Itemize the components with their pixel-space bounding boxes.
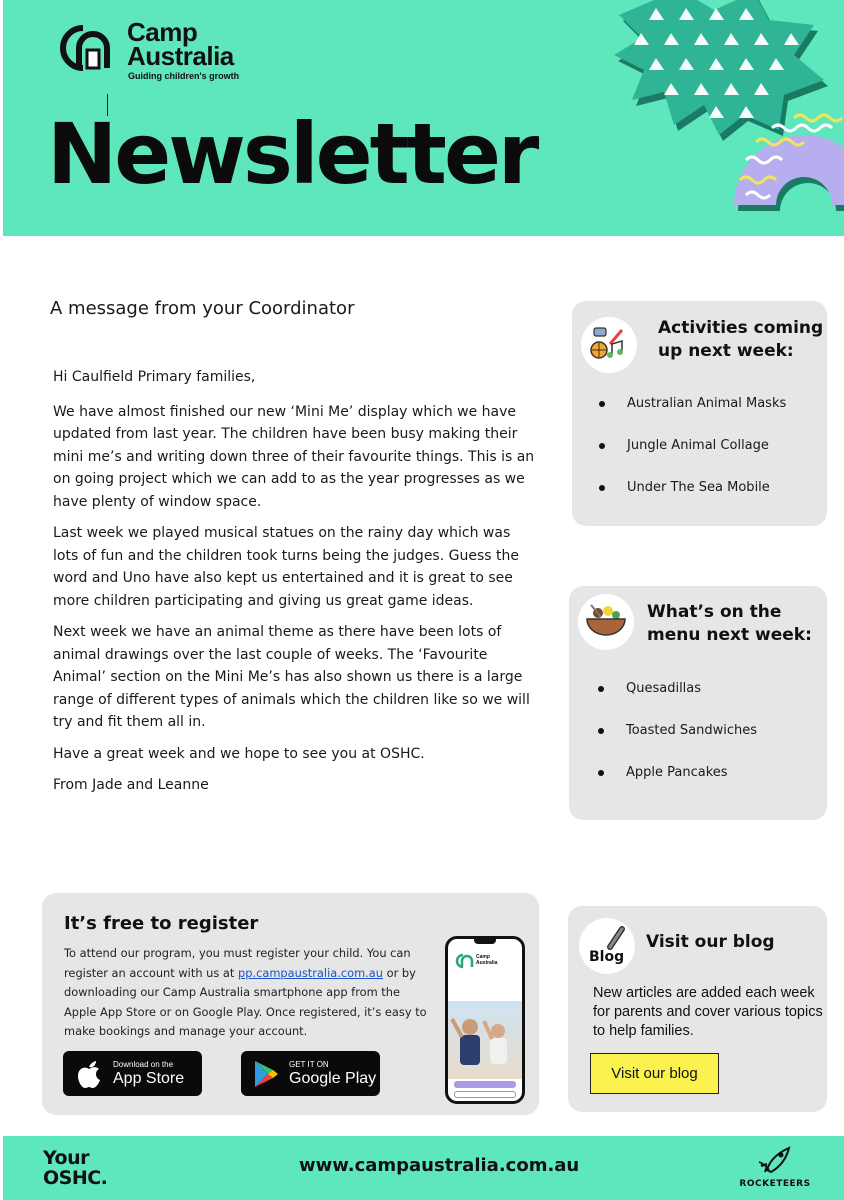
letter-paragraph: Next week we have an animal theme as there have been lots of animal drawings over the last couple of weeks. The ‘Favourite Animal’ section on the Mini Me’s has also shown us there is a large range of different types of animals which the children like so we will try and fit them all in. <box>53 624 530 730</box>
list-item: Quesadillas <box>598 681 757 723</box>
google-play-label: Google Play <box>289 1069 377 1087</box>
letter-paragraph: We have almost finished our new ‘Mini Me’ display which we have updated from last year. The children have been busy making their mini me’s and writing down three of their favourite things. This is an on going project which we can add to as the year progresses as we have plenty of window space. <box>53 403 535 510</box>
header-banner <box>3 0 844 236</box>
blog-icon <box>579 918 635 974</box>
footer-banner <box>3 1136 844 1200</box>
menu-title-line-2: menu next week: <box>647 625 812 645</box>
phone-button-secondary <box>454 1091 516 1098</box>
letter-greeting: Hi Caulfield Primary families, <box>53 369 256 385</box>
activities-card <box>572 301 827 526</box>
visit-blog-button[interactable]: Visit our blog <box>590 1053 719 1094</box>
activities-list <box>599 396 786 522</box>
rocket-icon <box>755 1144 795 1174</box>
coordinator-letter <box>53 366 538 806</box>
list-item: Apple Pancakes <box>598 765 757 807</box>
phone-button <box>454 1081 516 1088</box>
your-oshc-line-1: Your <box>43 1147 89 1169</box>
decorative-shapes <box>514 0 844 236</box>
activities-title-line-2: up next week: <box>658 341 794 361</box>
activities-title <box>658 317 823 363</box>
register-text-continued: or by downloading our Camp Australia smartphone app from the Apple App Store or on Google Play. Once registered, it’s easy to make bookings and manage your account. <box>64 965 427 1038</box>
letter-paragraph: Have a great week and we hope to see you at OSHC. <box>53 745 425 762</box>
list-item: Jungle Animal Collage <box>599 438 786 480</box>
blog-card <box>568 906 827 1112</box>
app-store-label: App Store <box>113 1069 185 1087</box>
food-bowl-icon <box>578 594 634 650</box>
app-store-button[interactable] <box>63 1051 202 1096</box>
google-play-small-text: GET IT ON <box>289 1059 329 1069</box>
menu-list <box>598 681 757 807</box>
list-item: Australian Animal Masks <box>599 396 786 438</box>
activities-title-line-1: Activities coming <box>658 318 824 338</box>
letter-paragraph: Last week we played musical statues on the rainy day which was lots of fun and the children took turns being the judges. Guess the word and Uno have also kept us entertained and it is great to see more children participating and giving us great game ideas. <box>53 525 519 609</box>
your-oshc-line-2: OSHC. <box>43 1167 108 1189</box>
register-body <box>64 944 434 1042</box>
phone-brand: Camp Australia <box>476 954 498 966</box>
register-link[interactable]: pp.campaustralia.com.au <box>238 965 383 980</box>
activities-icon <box>581 317 637 373</box>
register-title: It’s free to register <box>64 913 259 934</box>
blog-title: Visit our blog <box>646 932 775 952</box>
letter-signoff: From Jade and Leanne <box>53 777 209 793</box>
apple-icon <box>75 1059 103 1089</box>
brand-tagline: Guiding children's growth <box>128 71 240 81</box>
blog-icon-label: Blog <box>589 949 625 965</box>
google-play-button[interactable] <box>241 1051 380 1096</box>
menu-card <box>569 586 827 820</box>
app-store-small-text: Download on the <box>113 1059 174 1069</box>
phone-logo-icon <box>453 953 475 969</box>
list-item: Under The Sea Mobile <box>599 480 786 522</box>
camp-australia-logo-icon <box>43 20 125 76</box>
google-play-icon <box>253 1060 279 1088</box>
phone-mockup <box>445 936 525 1104</box>
register-text: To attend our program, you must register your child. You can register an account with us at <box>64 946 411 980</box>
arch-shape <box>734 135 844 205</box>
blog-body: New articles are added each week for parents and cover various topics to help families. <box>593 985 823 1039</box>
brand-line-2: Australia <box>127 41 234 71</box>
footer-url[interactable]: www.campaustralia.com.au <box>299 1155 580 1176</box>
coordinator-heading: A message from your Coordinator <box>50 298 355 319</box>
rocketeers-name: ROCKETEERS <box>739 1179 811 1189</box>
page-title: Newsletter <box>47 105 537 203</box>
your-oshc-logo <box>43 1148 107 1188</box>
menu-title-line-1: What’s on the <box>647 602 782 622</box>
phone-photo <box>448 1001 522 1079</box>
menu-title <box>647 601 812 647</box>
rocketeers-logo <box>725 1144 825 1189</box>
brand-line-1: Camp <box>127 17 198 47</box>
camp-australia-logo <box>43 17 240 82</box>
register-card <box>42 893 539 1115</box>
list-item: Toasted Sandwiches <box>598 723 757 765</box>
